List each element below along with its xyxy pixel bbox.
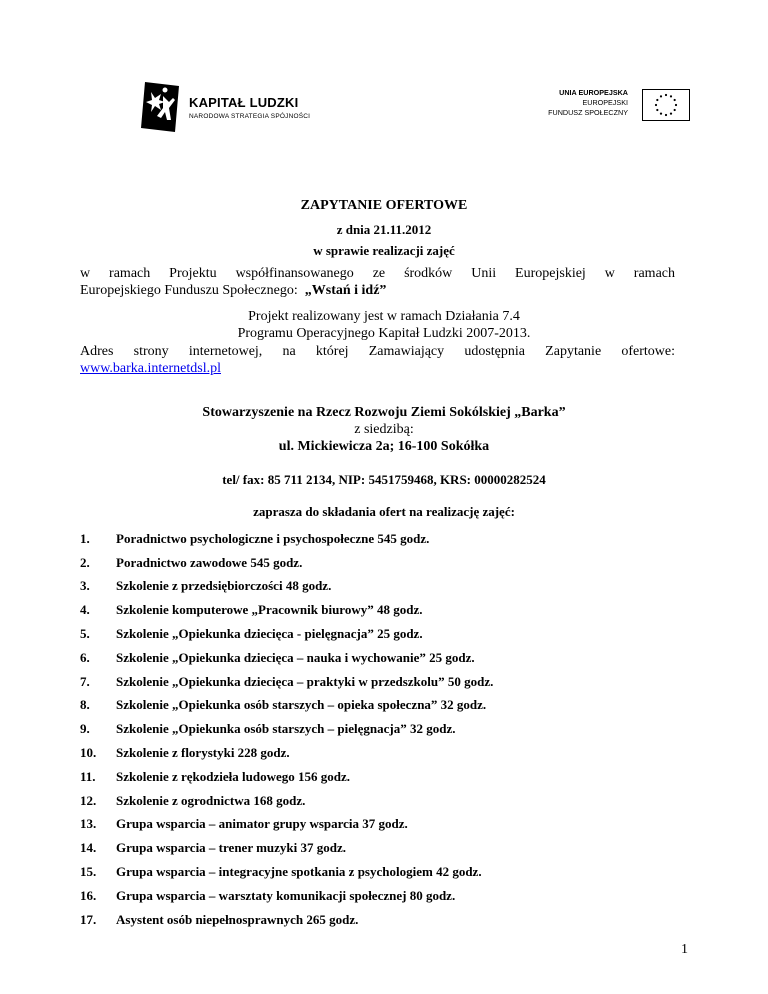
list-item <box>80 836 493 860</box>
list-item-number: 7. <box>80 673 90 689</box>
kapital-ludzki-logo <box>139 80 339 134</box>
intro-line-2-prefix: Europejskiego Funduszu Społecznego: <box>80 283 298 298</box>
list-item <box>80 908 493 932</box>
list-item <box>80 598 493 622</box>
project-line-1: Projekt realizowany jest w ramach Działania 7.4 <box>248 309 520 324</box>
eu-star-icon <box>665 114 667 116</box>
list-item <box>80 717 493 741</box>
list-item <box>80 860 493 884</box>
list-item-text: Grupa wsparcia – trener muzyki 37 godz. <box>116 840 347 856</box>
eu-star-icon <box>655 104 657 106</box>
list-item-text: Szkolenie z florystyki 228 godz. <box>116 745 290 761</box>
website-link[interactable]: www.barka.internetdsl.pl <box>80 361 221 376</box>
list-item-text: Poradnictwo psychologiczne i psychospołeczne 545 godz. <box>116 530 430 546</box>
intro-line-1: w ramach Projektu współfinansowanego ze środków Unii Europejskiej w ramach <box>80 266 675 281</box>
document-topic: w sprawie realizacji zajęć <box>313 243 455 258</box>
address-paragraph <box>80 343 675 377</box>
list-item-number: 9. <box>80 721 90 737</box>
list-item-number: 1. <box>80 530 90 546</box>
list-item-number: 5. <box>80 626 90 642</box>
list-item-number: 13. <box>80 816 97 832</box>
list-item-text: Szkolenie komputerowe „Pracownik biurowy” 48 godz. <box>116 602 423 618</box>
services-list <box>80 527 493 932</box>
list-item-text: Szkolenie z ogrodnictwa 168 godz. <box>116 792 306 808</box>
list-item-text: Szkolenie „Opiekunka dziecięca - pielęgnacja” 25 godz. <box>116 626 423 642</box>
eu-star-icon <box>670 113 672 115</box>
eu-star-icon <box>660 113 662 115</box>
list-item <box>80 884 493 908</box>
list-item-text: Asystent osób niepełnosprawnych 265 godz. <box>116 911 359 927</box>
list-item-text: Szkolenie „Opiekunka dziecięca – praktyki w przedszkolu” 50 godz. <box>116 673 494 689</box>
eu-logo <box>540 88 690 122</box>
list-item <box>80 789 493 813</box>
list-item-number: 10. <box>80 745 97 761</box>
page-number: 1 <box>681 942 688 957</box>
list-item-number: 3. <box>80 578 90 594</box>
list-item <box>80 575 493 599</box>
kapital-ludzki-emblem-icon <box>139 80 181 134</box>
eu-star-icon <box>674 99 676 101</box>
kapital-ludzki-title: KAPITAŁ LUDZKI <box>189 95 299 110</box>
list-item-text: Grupa wsparcia – warsztaty komunikacji społecznej 80 godz. <box>116 887 456 903</box>
document-title: ZAPYTANIE OFERTOWE <box>300 198 468 213</box>
list-item-text: Szkolenie „Opiekunka osób starszych – opieka społeczna” 32 godz. <box>116 697 487 713</box>
list-item <box>80 765 493 789</box>
list-item-text: Szkolenie „Opiekunka dziecięca – nauka i wychowanie” 25 godz. <box>116 649 475 665</box>
organization-contact: tel/ fax: 85 711 2134, NIP: 5451759468, KRS: 00000282524 <box>222 472 546 487</box>
list-item <box>80 813 493 837</box>
eu-star-icon <box>656 109 658 111</box>
list-item <box>80 622 493 646</box>
list-item-number: 15. <box>80 864 97 880</box>
list-item-number: 4. <box>80 602 90 618</box>
invitation-line: zaprasza do składania ofert na realizację zajęć: <box>253 504 515 519</box>
eu-star-icon <box>656 99 658 101</box>
list-item-number: 16. <box>80 887 97 903</box>
list-item-text: Szkolenie z przedsiębiorczości 48 godz. <box>116 578 332 594</box>
list-item-number: 6. <box>80 649 90 665</box>
intro-paragraph <box>80 265 675 299</box>
list-item <box>80 551 493 575</box>
address-line: Adres strony internetowej, na której Zamawiający udostępnia Zapytanie ofertowe: <box>80 344 675 359</box>
list-item <box>80 741 493 765</box>
eu-logo-line1: UNIA EUROPEJSKA <box>559 88 628 97</box>
list-item-number: 12. <box>80 792 97 808</box>
list-item-number: 17. <box>80 911 97 927</box>
organization-seat: z siedzibą: <box>354 422 414 437</box>
list-item <box>80 694 493 718</box>
list-item <box>80 527 493 551</box>
project-line-2: Programu Operacyjnego Kapitał Ludzki 2007-2013. <box>237 326 531 341</box>
list-item-number: 2. <box>80 554 90 570</box>
eu-star-icon <box>675 104 677 106</box>
eu-logo-line2: EUROPEJSKI <box>582 98 628 107</box>
organization-address: ul. Mickiewicza 2a; 16-100 Sokółka <box>278 439 490 454</box>
list-item-number: 14. <box>80 840 97 856</box>
eu-star-icon <box>674 109 676 111</box>
eu-logo-text <box>548 88 628 118</box>
list-item <box>80 670 493 694</box>
eu-star-icon <box>660 95 662 97</box>
list-item-text: Grupa wsparcia – integracyjne spotkania z psychologiem 42 godz. <box>116 864 482 880</box>
kapital-ludzki-subtitle: NARODOWA STRATEGIA SPÓJNOŚCI <box>189 113 311 120</box>
organization-name: Stowarzyszenie na Rzecz Rozwoju Ziemi Sokólskiej „Barka” <box>202 405 566 420</box>
list-item-text: Grupa wsparcia – animator grupy wsparcia 37 godz. <box>116 816 408 832</box>
eu-logo-line3: FUNDUSZ SPOŁECZNY <box>548 108 628 117</box>
eu-star-icon <box>670 95 672 97</box>
list-item <box>80 646 493 670</box>
document-date: z dnia 21.11.2012 <box>336 222 432 237</box>
list-item-text: Szkolenie z rękodzieła ludowego 156 godz. <box>116 768 350 784</box>
list-item-text: Poradnictwo zawodowe 545 godz. <box>116 554 303 570</box>
list-item-number: 11. <box>80 768 96 784</box>
eu-flag-icon <box>642 89 690 121</box>
intro-line-2 <box>80 283 386 298</box>
project-name: „Wstań i idź” <box>304 283 387 298</box>
list-item-text: Szkolenie „Opiekunka osób starszych – pielęgnacja” 32 godz. <box>116 721 456 737</box>
list-item-number: 8. <box>80 697 90 713</box>
eu-star-icon <box>665 94 667 96</box>
